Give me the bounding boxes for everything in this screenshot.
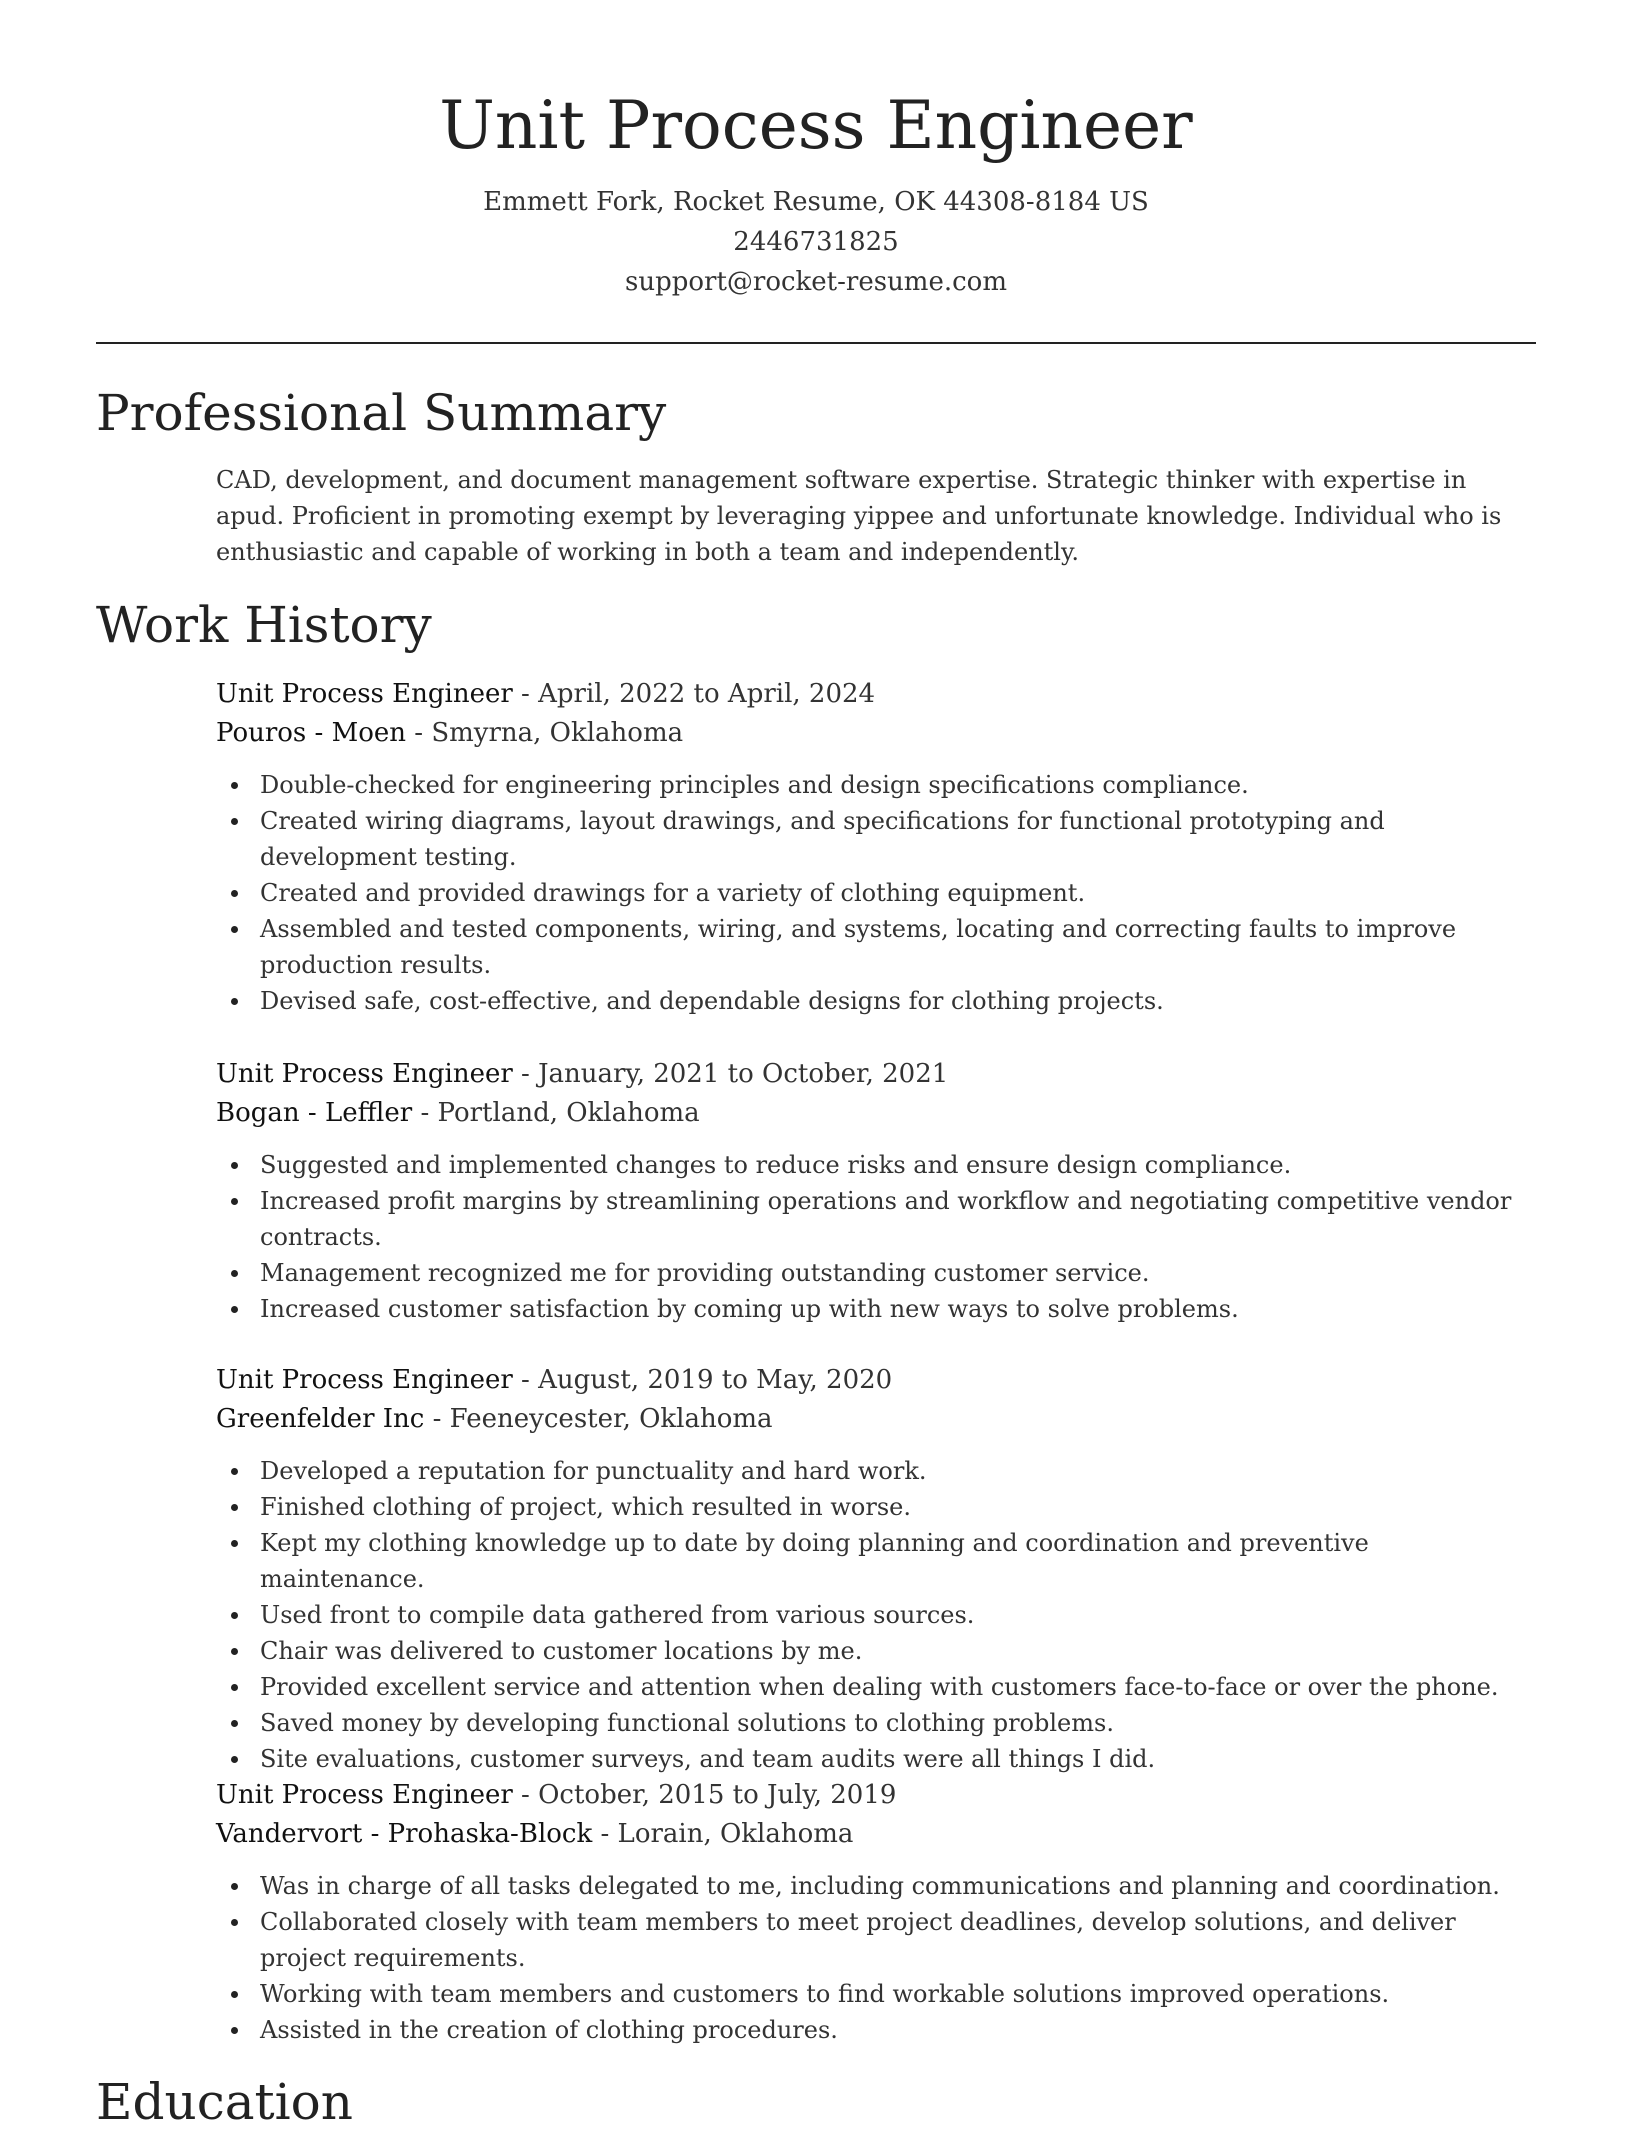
bullet-dot [231,1991,238,1998]
bullet-dot [231,2027,238,2034]
list-item: Chair was delivered to customer locations by me. [216,1633,1536,1669]
bullet-dot [231,782,238,789]
job-title: Unit Process Engineer [216,1365,513,1395]
bullet-dot [231,1684,238,1691]
job-company-line [216,713,1536,753]
bullet-dot [231,1648,238,1655]
job-company: Bogan - Leffler [216,1098,413,1128]
contact-address: Emmett Fork, Rocket Resume, OK 44308-8184 US [483,187,1149,217]
bullet-dot [231,926,238,933]
contact-email: support@rocket-resume.com [624,267,1007,297]
job-company: Vandervort - Prohaska-Block [216,1819,593,1849]
bullet-dot [231,890,238,897]
job-title-line [216,1776,1536,1814]
list-item: Finished clothing of project, which resulted in worse. [216,1489,1536,1525]
list-item: Developed a reputation for punctuality and hard work. [216,1453,1536,1489]
bullet-dot [231,1162,238,1169]
bullet-dot [231,1919,238,1926]
list-item: Management recognized me for providing outstanding customer service. [216,1255,1536,1291]
job-dates: - January, 2021 to October, 2021 [512,1059,949,1089]
header-divider [96,342,1536,344]
job-title-line [216,1361,1536,1399]
bullet-dot [231,1612,238,1619]
job-company: Pouros - Moen [216,718,406,748]
job-dates: - October, 2015 to July, 2019 [512,1780,897,1810]
job-entry [216,1776,1536,2048]
bullet-dot [231,1883,238,1890]
job-title-line [216,675,1536,713]
job-location: - Smyrna, Oklahoma [406,718,684,748]
bullet-dot [231,818,238,825]
list-item: Working with team members and customers to find workable solutions improved operations. [216,1976,1536,2012]
list-item: Suggested and implemented changes to reduce risks and ensure design compliance. [216,1147,1536,1183]
job-title: Unit Process Engineer [216,1059,513,1089]
list-item: Site evaluations, customer surveys, and team audits were all things I did. [216,1741,1536,1777]
job-company-line [216,1814,1536,1854]
resume-header [0,78,1632,302]
bullet-dot [231,1540,238,1547]
job-title: Unit Process Engineer [216,679,513,709]
job-bullets [216,1868,1536,2048]
bullet-dot [231,1270,238,1277]
job-title-line [216,1055,1536,1093]
bullet-dot [231,1306,238,1313]
list-item: Was in charge of all tasks delegated to me, including communications and planning and coordination. [216,1868,1536,1904]
education-heading: Education [96,2073,353,2131]
job-dates: - August, 2019 to May, 2020 [512,1365,893,1395]
job-location: - Portland, Oklahoma [412,1098,700,1128]
bullet-dot [231,1468,238,1475]
list-item: Created and provided drawings for a variety of clothing equipment. [216,875,1536,911]
list-item: Kept my clothing knowledge up to date by doing planning and coordination and preventive maintenance. [216,1525,1536,1597]
list-item: Provided excellent service and attention when dealing with customers face-to-face or over the phone. [216,1669,1536,1705]
list-item: Increased profit margins by streamlining operations and workflow and negotiating competitive vendor contracts. [216,1183,1536,1255]
job-location: - Feeneycester, Oklahoma [424,1404,773,1434]
page-title: Unit Process Engineer [439,87,1193,164]
list-item: Used front to compile data gathered from various sources. [216,1597,1536,1633]
job-company-line [216,1399,1536,1439]
bullet-dot [231,1198,238,1205]
list-item: Double-checked for engineering principles and design specifications compliance. [216,767,1536,803]
bullet-dot [231,1720,238,1727]
list-item: Assembled and tested components, wiring, and systems, locating and correcting faults to improve production results. [216,911,1536,983]
bullet-dot [231,998,238,1005]
work-history-heading: Work History [96,596,432,654]
list-item: Created wiring diagrams, layout drawings, and specifications for functional prototyping and development testing. [216,803,1536,875]
job-bullets [216,767,1536,1019]
list-item: Increased customer satisfaction by coming up with new ways to solve problems. [216,1291,1536,1327]
job-bullets [216,1147,1536,1327]
job-entry [216,1361,1536,1777]
bullet-dot [231,1504,238,1511]
summary-text: CAD, development, and document management software expertise. Strategic thinker with expertise in apud. Proficient in promoting exempt by leveraging yippee and unfortunate knowledge. Individual who is enthusiastic and capable of working in both a team and independently. [216,466,1502,566]
list-item: Devised safe, cost-effective, and dependable designs for clothing projects. [216,983,1536,1019]
list-item: Assisted in the creation of clothing procedures. [216,2012,1536,2048]
job-bullets [216,1453,1536,1777]
job-location: - Lorain, Oklahoma [592,1819,854,1849]
bullet-dot [231,1756,238,1763]
summary-heading: Professional Summary [96,384,667,442]
job-company: Greenfelder Inc [216,1404,425,1434]
job-company-line [216,1093,1536,1133]
job-title: Unit Process Engineer [216,1780,513,1810]
list-item: Collaborated closely with team members to meet project deadlines, develop solutions, and deliver project requirements. [216,1904,1536,1976]
job-entry [216,675,1536,1019]
job-dates: - April, 2022 to April, 2024 [512,679,876,709]
job-entry [216,1055,1536,1327]
list-item: Saved money by developing functional solutions to clothing problems. [216,1705,1536,1741]
contact-phone: 2446731825 [733,227,899,257]
